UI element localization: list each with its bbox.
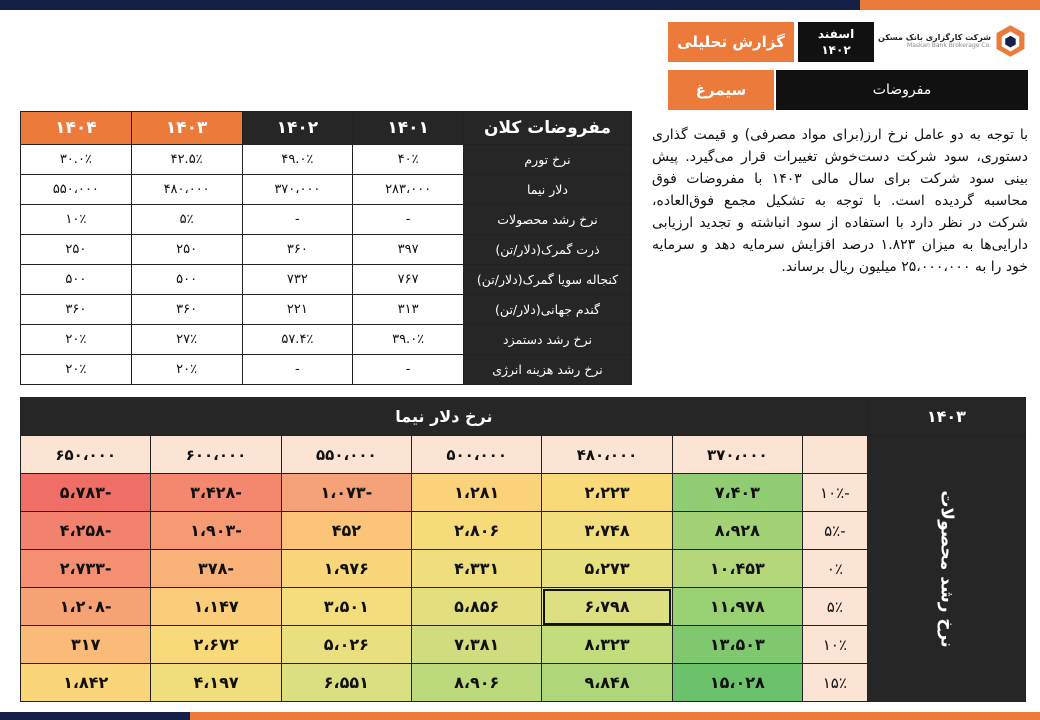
sensitivity-col-title: نرخ دلار نیما (21, 398, 868, 436)
sensitivity-cell: ۵،۰۲۶ (281, 626, 411, 664)
macro-cell: ۷۶۷ (353, 265, 464, 295)
company-hexagon-icon (993, 21, 1028, 61)
sensitivity-row-label: -۱۰٪ (803, 474, 868, 512)
sensitivity-cell: ۶،۷۹۸ (542, 588, 672, 626)
sensitivity-cell: ۱۵،۰۲۸ (672, 664, 802, 702)
company-name-block (878, 33, 991, 49)
macro-year-header: ۱۴۰۳ (131, 112, 242, 145)
top-accent-bar (0, 0, 1040, 10)
macro-cell: - (353, 355, 464, 385)
sensitivity-cell: ۷،۳۸۱ (412, 626, 542, 664)
sensitivity-column-header: ۴۸۰،۰۰۰ (542, 436, 672, 474)
sensitivity-cell: ۱۰،۴۵۳ (672, 550, 802, 588)
macro-cell: ۳۹۷ (353, 235, 464, 265)
analysis-paragraph: با توجه به دو عامل نرخ ارز(برای مواد مصرفی) و قیمت گذاری دستوری، سود شرکت دست‌خوش تغییرات قرار می‌گیرد. پیش بینی سود شرکت برای سال مالی ۱۴۰۳ با مفروضات فوق محاسبه گردیده است. با توجه به تشکیل مجمع فوق‌العاده، شرکت در نظر دارد با استفاده از سود انباشته و تجدید ارزیابی دارایی‌ها به میزان ۱.۸۲۳ درصد افزایش سرمایه دهد و سرمایه خود را به ۲۵،۰۰۰،۰۰۰ میلیون ریال برساند. (652, 127, 1028, 275)
macro-cell: ۴۲.۵٪ (131, 145, 242, 175)
sensitivity-cell: ۲،۸۰۶ (412, 512, 542, 550)
sensitivity-column-header: ۵۵۰،۰۰۰ (281, 436, 411, 474)
sensitivity-cell: -۵،۷۸۳ (21, 474, 151, 512)
sensitivity-cell: ۱۱،۹۷۸ (672, 588, 802, 626)
date-year: ۱۴۰۲ (821, 43, 851, 57)
sensitivity-row-title: نرخ رشد محصولات (936, 489, 957, 648)
macro-year-header: ۱۴۰۱ (353, 112, 464, 145)
sensitivity-cell: ۵،۲۷۳ (542, 550, 672, 588)
macro-cell: - (242, 355, 353, 385)
macro-row-label: نرخ رشد هزینه انرژی (464, 355, 632, 385)
sensitivity-cell: ۳،۷۴۸ (542, 512, 672, 550)
macro-row (21, 175, 632, 205)
sensitivity-cell: -۱،۲۰۸ (21, 588, 151, 626)
macro-cell: ۵۵۰،۰۰۰ (21, 175, 132, 205)
bottom-bar-navy (0, 712, 190, 720)
macro-row-label: کنجاله سویا گمرک(دلار/تن) (464, 265, 632, 295)
sensitivity-cell: ۸،۳۲۳ (542, 626, 672, 664)
sensitivity-column-header: ۶۰۰،۰۰۰ (151, 436, 281, 474)
date-box (798, 22, 874, 62)
macro-cell: ۲۷٪ (131, 325, 242, 355)
sensitivity-cell: ۲،۶۷۲ (151, 626, 281, 664)
macro-cell: ۱۰٪ (21, 205, 132, 235)
sensitivity-cell: ۸،۹۲۸ (672, 512, 802, 550)
sensitivity-cell: -۳۷۸ (151, 550, 281, 588)
sensitivity-year: ۱۴۰۳ (867, 398, 1025, 436)
macro-cell: ۵٪ (131, 205, 242, 235)
macro-cell: ۳۶۰ (131, 295, 242, 325)
sensitivity-cell: ۴۵۲ (281, 512, 411, 550)
macro-cell: - (353, 205, 464, 235)
sensitivity-corner (803, 436, 868, 474)
macro-cell: ۵۷.۴٪ (242, 325, 353, 355)
macro-row (21, 325, 632, 355)
macro-cell: ۲۵۰ (21, 235, 132, 265)
sensitivity-cell: ۹،۸۴۸ (542, 664, 672, 702)
company-name-fa: شرکت کارگزاری بانک مسکن (878, 33, 992, 42)
macro-row-label: دلار نیما (464, 175, 632, 205)
macro-cell: - (242, 205, 353, 235)
sensitivity-title-row (21, 398, 1026, 436)
macro-year-header: ۱۴۰۴ (21, 112, 132, 145)
company-name-en: Maskan Bank Brokerage Co. (907, 42, 992, 49)
macro-cell: ۷۳۲ (242, 265, 353, 295)
macro-cell: ۲۰٪ (131, 355, 242, 385)
macro-row-label: نرخ رشد محصولات (464, 205, 632, 235)
sensitivity-row-label: ۱۰٪ (803, 626, 868, 664)
macro-cell: ۲۵۰ (131, 235, 242, 265)
macro-row (21, 145, 632, 175)
section-title: مفروضات (776, 70, 1028, 110)
macro-cell: ۲۰٪ (21, 325, 132, 355)
macro-header-row (21, 112, 632, 145)
sensitivity-cell: -۱،۹۰۳ (151, 512, 281, 550)
sensitivity-column-header: ۶۵۰،۰۰۰ (21, 436, 151, 474)
sensitivity-cell: ۴،۳۳۱ (412, 550, 542, 588)
macro-row-label: گندم جهانی(دلار/تن) (464, 295, 632, 325)
macro-row-label: نرخ تورم (464, 145, 632, 175)
sensitivity-cell: ۷،۴۰۳ (672, 474, 802, 512)
macro-cell: ۲۰٪ (21, 355, 132, 385)
sensitivity-column-header: ۳۷۰،۰۰۰ (672, 436, 802, 474)
sensitivity-row-label: ۰٪ (803, 550, 868, 588)
macro-cell: ۳۱۳ (353, 295, 464, 325)
sensitivity-row-label: ۵٪ (803, 588, 868, 626)
report-type-label: گزارش تحلیلی (668, 22, 794, 62)
macro-year-header: ۱۴۰۲ (242, 112, 353, 145)
sensitivity-cell: ۱،۹۷۶ (281, 550, 411, 588)
macro-row (21, 205, 632, 235)
macro-cell: ۳۶۰ (21, 295, 132, 325)
bottom-accent-bar (0, 712, 1040, 720)
sensitivity-cell: ۴،۱۹۷ (151, 664, 281, 702)
sensitivity-cell: ۱،۸۴۲ (21, 664, 151, 702)
sensitivity-cell: ۱،۱۴۷ (151, 588, 281, 626)
macro-cell: ۳۷۰،۰۰۰ (242, 175, 353, 205)
top-bar-navy (0, 0, 860, 10)
macro-row-label: ذرت گمرک(دلار/تن) (464, 235, 632, 265)
macro-cell: ۲۸۳،۰۰۰ (353, 175, 464, 205)
sensitivity-cell: -۴،۲۵۸ (21, 512, 151, 550)
sensitivity-column-header-row (21, 436, 1026, 474)
macro-row (21, 235, 632, 265)
sensitivity-cell: -۲،۷۳۳ (21, 550, 151, 588)
sensitivity-cell: -۱،۰۷۳ (281, 474, 411, 512)
macro-cell: ۵۰۰ (131, 265, 242, 295)
company-logo (878, 18, 1028, 64)
sensitivity-cell: ۸،۹۰۶ (412, 664, 542, 702)
sensitivity-cell: ۱۳،۵۰۳ (672, 626, 802, 664)
section-company-label: سیمرغ (668, 70, 774, 110)
sensitivity-table (20, 397, 1026, 702)
macro-row-label: نرخ رشد دستمزد (464, 325, 632, 355)
macro-assumptions-table (20, 111, 632, 385)
date-month: اسفند (817, 27, 855, 41)
macro-row (21, 295, 632, 325)
sensitivity-cell: ۳۱۷ (21, 626, 151, 664)
top-bar-orange (860, 0, 1040, 10)
sensitivity-row-label: ۱۵٪ (803, 664, 868, 702)
macro-row (21, 355, 632, 385)
sensitivity-cell: ۵،۸۵۶ (412, 588, 542, 626)
macro-cell: ۳۰.۰٪ (21, 145, 132, 175)
sensitivity-cell: -۳،۴۲۸ (151, 474, 281, 512)
macro-cell: ۴۰٪ (353, 145, 464, 175)
macro-cell: ۳۶۰ (242, 235, 353, 265)
sensitivity-cell: ۲،۲۲۳ (542, 474, 672, 512)
macro-cell: ۴۹.۰٪ (242, 145, 353, 175)
macro-cell: ۴۸۰،۰۰۰ (131, 175, 242, 205)
sensitivity-column-header: ۵۰۰،۰۰۰ (412, 436, 542, 474)
sensitivity-cell: ۱،۲۸۱ (412, 474, 542, 512)
bottom-bar-orange (190, 712, 1040, 720)
macro-table-title: مفروضات کلان (464, 112, 632, 145)
macro-cell: ۲۲۱ (242, 295, 353, 325)
sensitivity-cell: ۳،۵۰۱ (281, 588, 411, 626)
macro-cell: ۳۹.۰٪ (353, 325, 464, 355)
sensitivity-row-label: -۵٪ (803, 512, 868, 550)
macro-cell: ۵۰۰ (21, 265, 132, 295)
sensitivity-row-title-cell (867, 436, 1025, 702)
macro-row (21, 265, 632, 295)
sensitivity-cell: ۶،۵۵۱ (281, 664, 411, 702)
